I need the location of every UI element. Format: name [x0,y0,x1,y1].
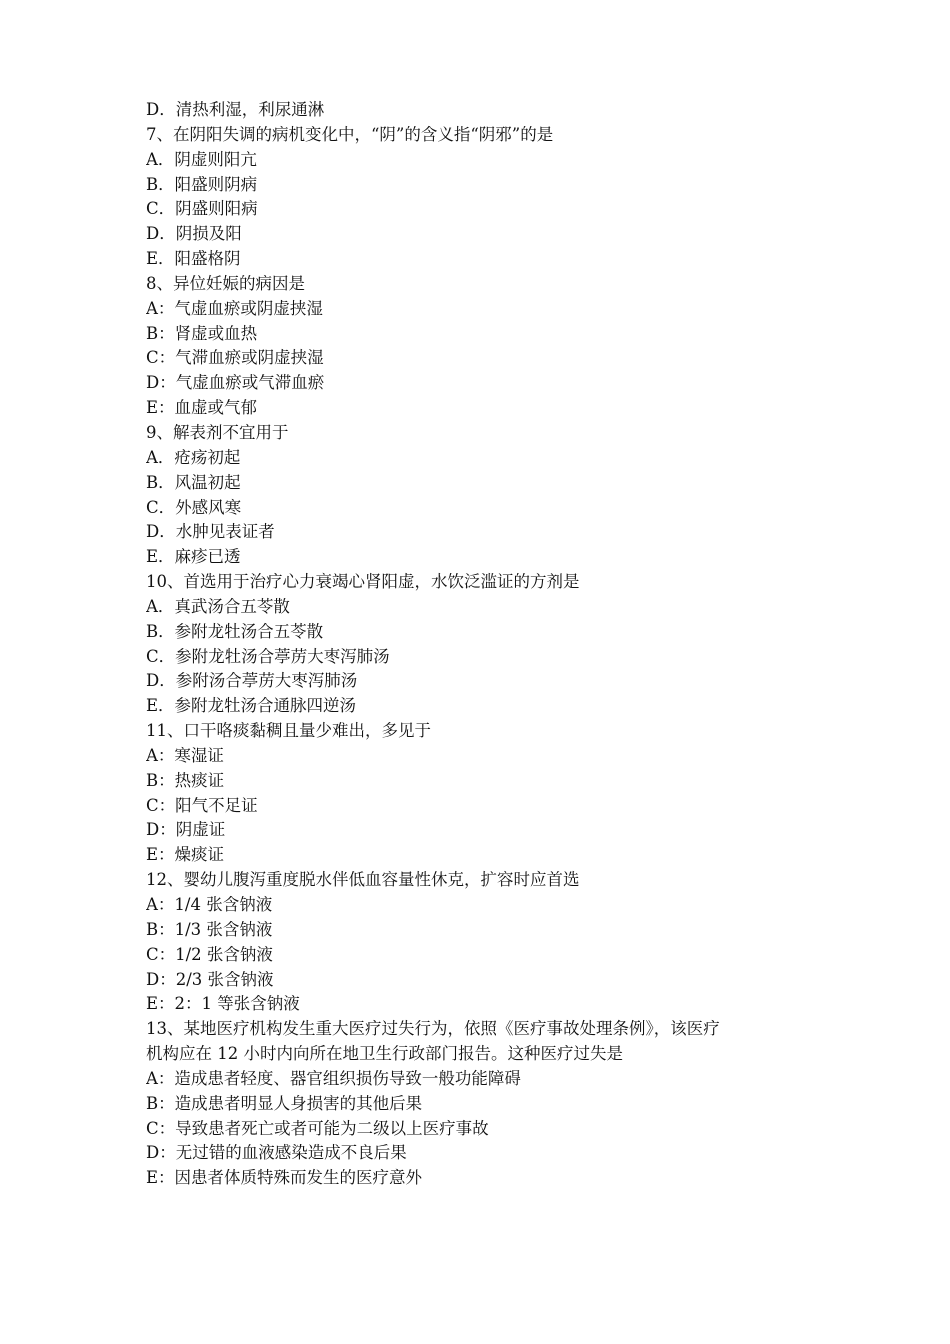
option-line: D：气虚血瘀或气滞血瘀 [146,373,325,393]
question-10: 10、首选用于治疗心力衰竭心肾阳虚，水饮泛滥证的方剂是 [146,572,580,592]
option-line: A：1/4 张含钠液 [146,895,273,914]
question-7: 7、在阴阳失调的病机变化中，“阴”的含义指“阴邪”的是 [146,124,554,144]
option-line: B．参附龙牡汤合五苓散 [146,621,324,641]
option-line: D：2/3 张含钠液 [146,969,274,989]
option-line: B：1/3 张含钠液 [146,919,273,939]
option-line: A．阴虚则阳亢 [146,149,257,169]
option-line: C：导致患者死亡或者可能为二级以上医疗事故 [146,1118,489,1138]
option-line: E．麻疹已透 [146,547,241,567]
option-line: C．外感风寒 [146,497,242,517]
option-line: C：阳气不足证 [146,795,258,815]
option-line: A．疮疡初起 [146,447,241,467]
option-line: B．风温初起 [146,472,241,492]
question-12: 12、婴幼儿腹泻重度脱水伴低血容量性休克，扩容时应首选 [146,870,580,890]
text-line: D．清热利湿，利尿通淋 [146,100,325,119]
option-line: E：因患者体质特殊而发生的医疗意外 [146,1168,423,1188]
option-line: A：造成患者轻度、器官组织损伤导致一般功能障碍 [146,1068,521,1088]
option-line: A．真武汤合五苓散 [146,596,290,616]
option-line: B：热痰证 [146,770,225,790]
question-8: 8、异位妊娠的病因是 [146,273,305,293]
question-13-part-2: 机构应在 12 小时内向所在地卫生行政部门报告。这种医疗过失是 [146,1044,623,1064]
option-line: E．阳盛格阴 [146,249,241,269]
option-line: E：血虚或气郁 [146,398,258,418]
option-line: C：1/2 张含钠液 [146,944,273,964]
question-11: 11、口干咯痰黏稠且量少难出，多见于 [146,721,431,741]
option-line: C．阴盛则阳病 [146,199,258,219]
question-13-part-1: 13、某地医疗机构发生重大医疗过失行为，依照《医疗事故处理条例》，该医疗 [146,1019,720,1039]
option-line: C．参附龙牡汤合葶苈大枣泻肺汤 [146,646,390,666]
question-9: 9、解表剂不宜用于 [146,422,289,442]
option-line: B：肾虚或血热 [146,323,258,343]
option-line: D．水肿见表证者 [146,522,275,542]
option-line: E．参附龙牡汤合通脉四逆汤 [146,696,357,716]
option-line: D．阴损及阳 [146,224,242,244]
option-line: D：阴虚证 [146,820,226,840]
option-line: E：2：1 等张含钠液 [146,994,300,1014]
option-line: A：气虚血瘀或阴虚挟湿 [146,298,323,318]
option-line: C：气滞血瘀或阴虚挟湿 [146,348,324,368]
option-line: D．参附汤合葶苈大枣泻肺汤 [146,671,358,691]
option-line: B：造成患者明显人身损害的其他后果 [146,1093,423,1113]
document-page [146,98,826,1191]
option-line: E：燥痰证 [146,845,225,865]
option-line: D：无过错的血液感染造成不良后果 [146,1143,407,1163]
option-line: B．阳盛则阴病 [146,174,258,194]
option-line: A：寒湿证 [146,745,224,765]
